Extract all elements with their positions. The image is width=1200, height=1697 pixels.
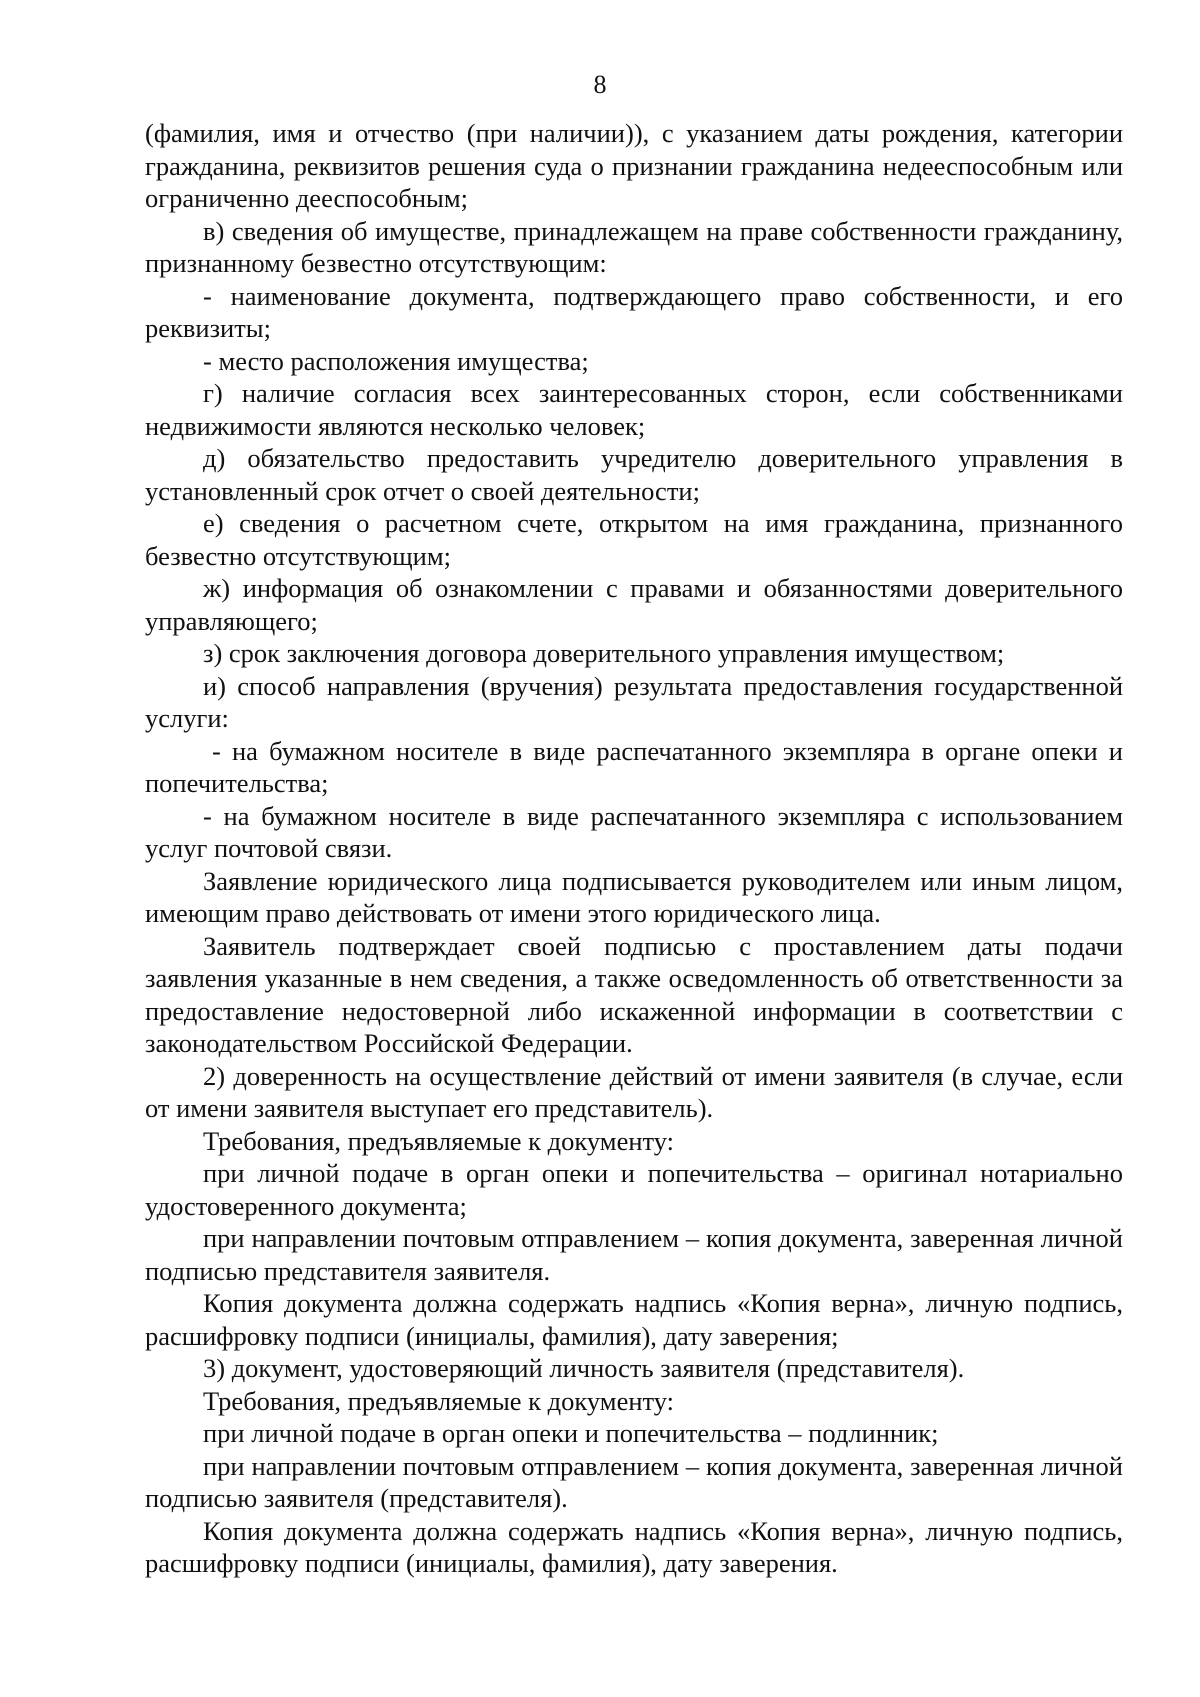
- paragraph-postal-submission-1: при направлении почтовым отправлением – копия документа, заверенная личной подписью представителя заявителя.: [145, 1223, 1123, 1286]
- paragraph-item-zh: ж) информация об ознакомлении с правами и обязанностями доверительного управляющего;: [145, 573, 1123, 636]
- paragraph-item-2-power-of-attorney: 2) доверенность на осуществление действий от имени заявителя (в случае, если от имени заявителя выступает его представитель).: [145, 1060, 1123, 1123]
- paragraph-item-i: и) способ направления (вручения) результата предоставления государственной услуги:: [145, 670, 1123, 733]
- paragraph-applicant-signature: Заявитель подтверждает своей подписью с проставлением даты подачи заявления указанные в нем сведения, а также осведомленность об ответственности за предоставление недостоверной либо искаженной информации в соответствии с законодательством Российской Федерации.: [145, 930, 1123, 1058]
- paragraph-copy-requirements-2: Копия документа должна содержать надпись «Копия верна», личную подпись, расшифровку подписи (инициалы, фамилия), дату заверения.: [145, 1515, 1123, 1578]
- paragraph-bullet-paper-guardianship: - на бумажном носителе в виде распечатанного экземпляра в органе опеки и попечительства;: [145, 735, 1123, 798]
- page-number: 8: [593, 70, 607, 99]
- paragraph-continuation: (фамилия, имя и отчество (при наличии)), с указанием даты рождения, категории гражданина, реквизитов решения суда о признании гражданина недееспособным или ограниченно дееспособным;: [145, 118, 1123, 213]
- paragraph-item-e: е) сведения о расчетном счете, открытом на имя гражданина, признанного безвестно отсутствующим;: [145, 508, 1123, 571]
- paragraph-bullet-ownership-doc: - наименование документа, подтверждающего право собственности, и его реквизиты;: [145, 280, 1123, 343]
- paragraph-postal-submission-2: при направлении почтовым отправлением – копия документа, заверенная личной подписью заявителя (представителя).: [145, 1450, 1123, 1513]
- paragraph-item-d: д) обязательство предоставить учредителю доверительного управления в установленный срок отчет о своей деятельности;: [145, 443, 1123, 506]
- paragraph-requirements-heading-1: Требования, предъявляемые к документу:: [203, 1125, 675, 1156]
- paragraph-bullet-location: - место расположения имущества;: [203, 345, 589, 376]
- paragraph-requirements-heading-2: Требования, предъявляемые к документу:: [203, 1385, 675, 1416]
- paragraph-item-3-identity-document: 3) документ, удостоверяющий личность заявителя (представителя).: [203, 1353, 965, 1383]
- paragraph-personal-submission-2: при личной подаче в орган опеки и попечительства – подлинник;: [203, 1418, 939, 1448]
- paragraph-personal-submission-1: при личной подаче в орган опеки и попечительства – оригинал нотариально удостоверенного документа;: [145, 1158, 1123, 1221]
- paragraph-item-v: в) сведения об имуществе, принадлежащем на праве собственности гражданину, признанному безвестно отсутствующим:: [145, 215, 1123, 278]
- document-body: [145, 117, 1123, 1580]
- paragraph-copy-requirements-1: Копия документа должна содержать надпись «Копия верна», личную подпись, расшифровку подписи (инициалы, фамилия), дату заверения;: [145, 1288, 1123, 1351]
- paragraph-legal-entity: Заявление юридического лица подписывается руководителем или иным лицом, имеющим право действовать от имени этого юридического лица.: [145, 865, 1123, 928]
- paragraph-bullet-paper-post: - на бумажном носителе в виде распечатанного экземпляра с использованием услуг почтовой связи.: [145, 800, 1123, 863]
- paragraph-item-g: г) наличие согласия всех заинтересованных сторон, если собственниками недвижимости являются несколько человек;: [145, 378, 1123, 441]
- paragraph-item-z: з) срок заключения договора доверительного управления имуществом;: [203, 638, 1005, 668]
